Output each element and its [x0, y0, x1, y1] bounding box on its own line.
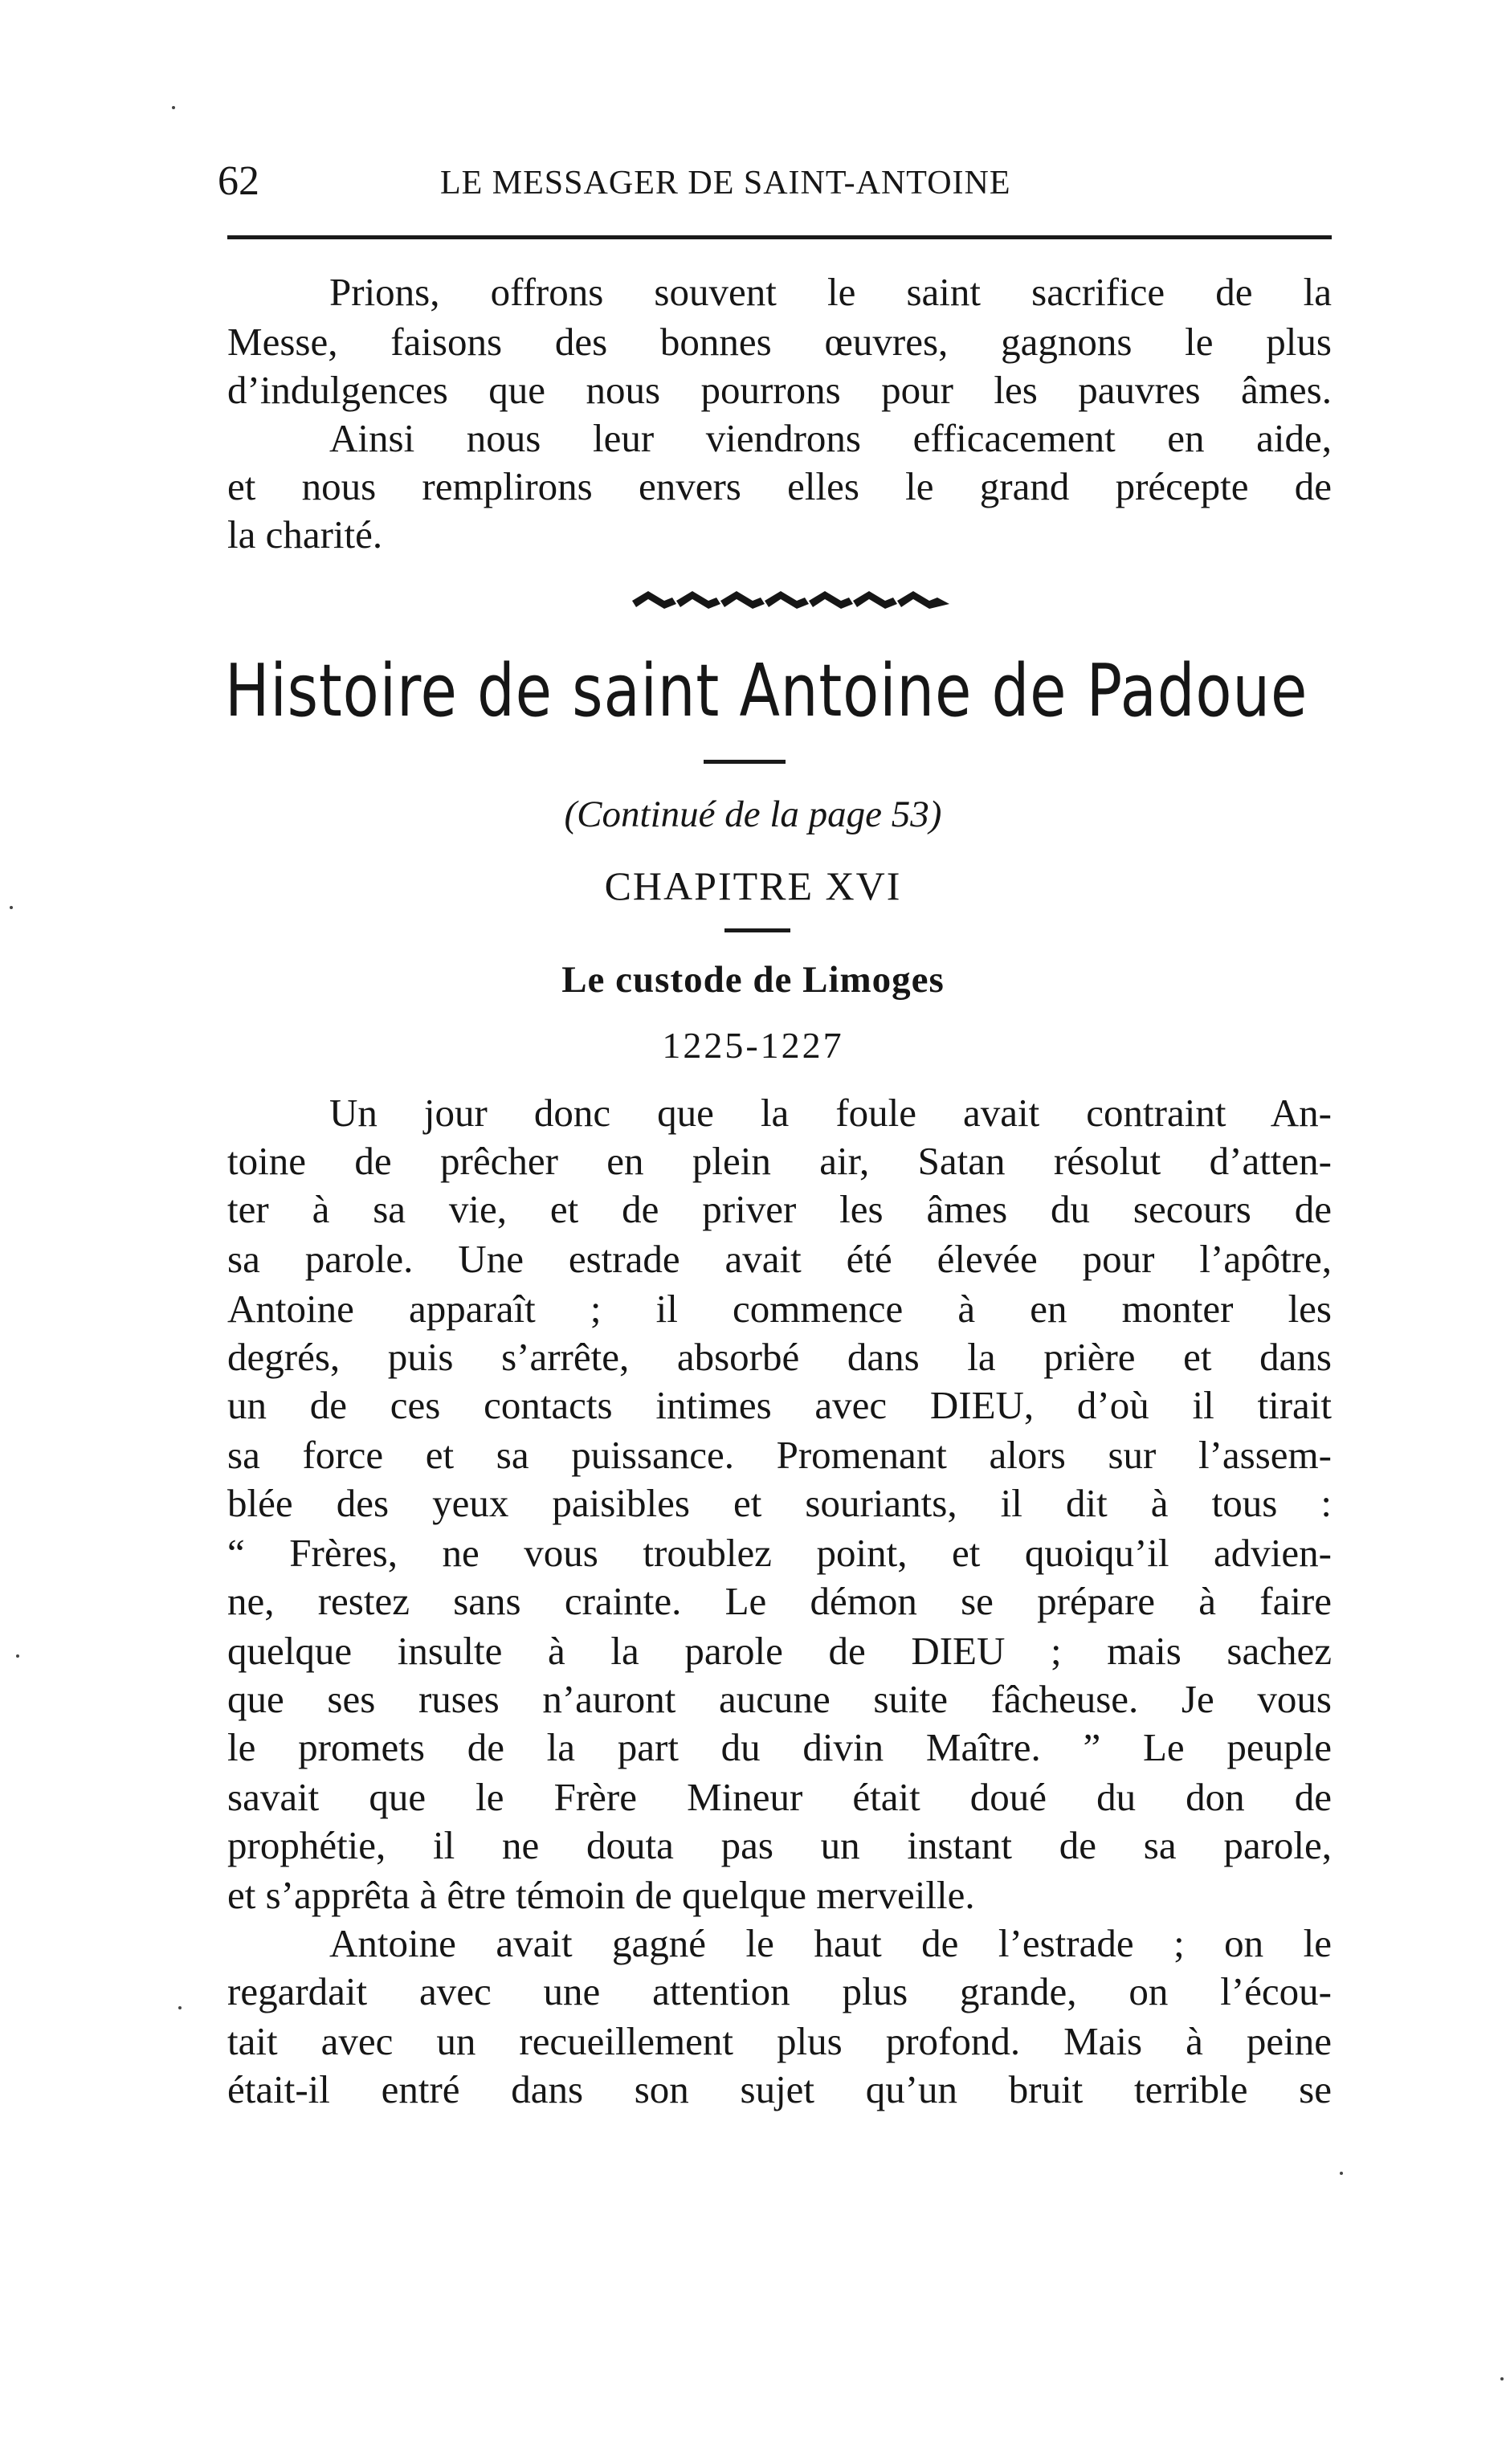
intro-line: Ainsi nous leur viendrons efficacement en aide,	[329, 416, 1332, 460]
intro-line: d’indulgences que nous pourrons pour les pauvres âmes.	[227, 368, 1332, 412]
body-line: et s’apprêta à être témoin de quelque merveille.	[227, 1873, 975, 1917]
body-line: sa force et sa puissance. Promenant alors sur l’assem-	[227, 1433, 1332, 1477]
chapter-heading: CHAPITRE XVI	[604, 863, 902, 908]
scan-speck	[1340, 2172, 1343, 2175]
title-rule	[704, 760, 786, 764]
chapter-years: 1225-1227	[662, 1025, 844, 1066]
body-line: Un jour donc que la foule avait contraint An-	[329, 1091, 1332, 1135]
intro-line: Messe, faisons des bonnes œuvres, gagnons le plus	[227, 320, 1332, 364]
chapter-rule	[724, 928, 790, 932]
page-number: 62	[218, 158, 259, 204]
body-line: savait que le Frère Mineur était doué du don de	[227, 1775, 1332, 1819]
intro-line: la charité.	[227, 512, 383, 557]
intro-line: et nous remplirons envers elles le grand précepte de	[227, 464, 1332, 508]
body-line: degrés, puis s’arrête, absorbé dans la prière et dans	[227, 1335, 1332, 1379]
body-line: ter à sa vie, et de priver les âmes du secours de	[227, 1187, 1332, 1231]
running-title: LE MESSAGER DE SAINT-ANTOINE	[440, 165, 1011, 202]
body-line: quelque insulte à la parole de DIEU ; mais sachez	[227, 1629, 1332, 1673]
body-line: sa parole. Une estrade avait été élevée pour l’apôtre,	[227, 1237, 1332, 1281]
body-line: “ Frères, ne vous troublez point, et quoiqu’il advien-	[227, 1531, 1332, 1575]
scan-speck	[172, 106, 175, 109]
article-title: Histoire de saint Antoine de Padoue	[225, 649, 1308, 733]
scan-speck	[16, 1654, 19, 1658]
body-line: était-il entré dans son sujet qu’un bruit terrible se	[227, 2067, 1332, 2111]
scan-speck	[1500, 2377, 1504, 2380]
body-line: Antoine avait gagné le haut de l’estrade ; on le	[329, 1921, 1332, 1965]
body-line: que ses ruses n’auront aucune suite fâcheuse. Je vous	[227, 1677, 1332, 1721]
body-line: toine de prêcher en plein air, Satan résolut d’atten-	[227, 1139, 1332, 1183]
body-line: tait avec un recueillement plus profond. Mais à peine	[227, 2019, 1332, 2063]
chapter-subtitle: Le custode de Limoges	[561, 959, 945, 1001]
body-line: un de ces contacts intimes avec DIEU, d’où il tirait	[227, 1383, 1332, 1427]
body-line: Antoine apparaît ; il commence à en monter les	[227, 1287, 1332, 1331]
body-line: ne, restez sans crainte. Le démon se prépare à faire	[227, 1579, 1332, 1623]
scan-speck	[10, 906, 13, 909]
ornament-divider-icon	[628, 585, 957, 617]
scan-speck	[178, 2006, 182, 2009]
body-line: prophétie, il ne douta pas un instant de sa parole,	[227, 1823, 1332, 1867]
intro-line: Prions, offrons souvent le saint sacrifice de la	[329, 270, 1332, 314]
body-line: le promets de la part du divin Maître. ” Le peuple	[227, 1725, 1332, 1769]
continuation-note: (Continué de la page 53)	[564, 793, 942, 835]
body-line: blée des yeux paisibles et souriants, il dit à tous :	[227, 1481, 1332, 1525]
body-line: regardait avec une attention plus grande, on l’écou-	[227, 1969, 1332, 2013]
header-rule	[227, 235, 1332, 239]
